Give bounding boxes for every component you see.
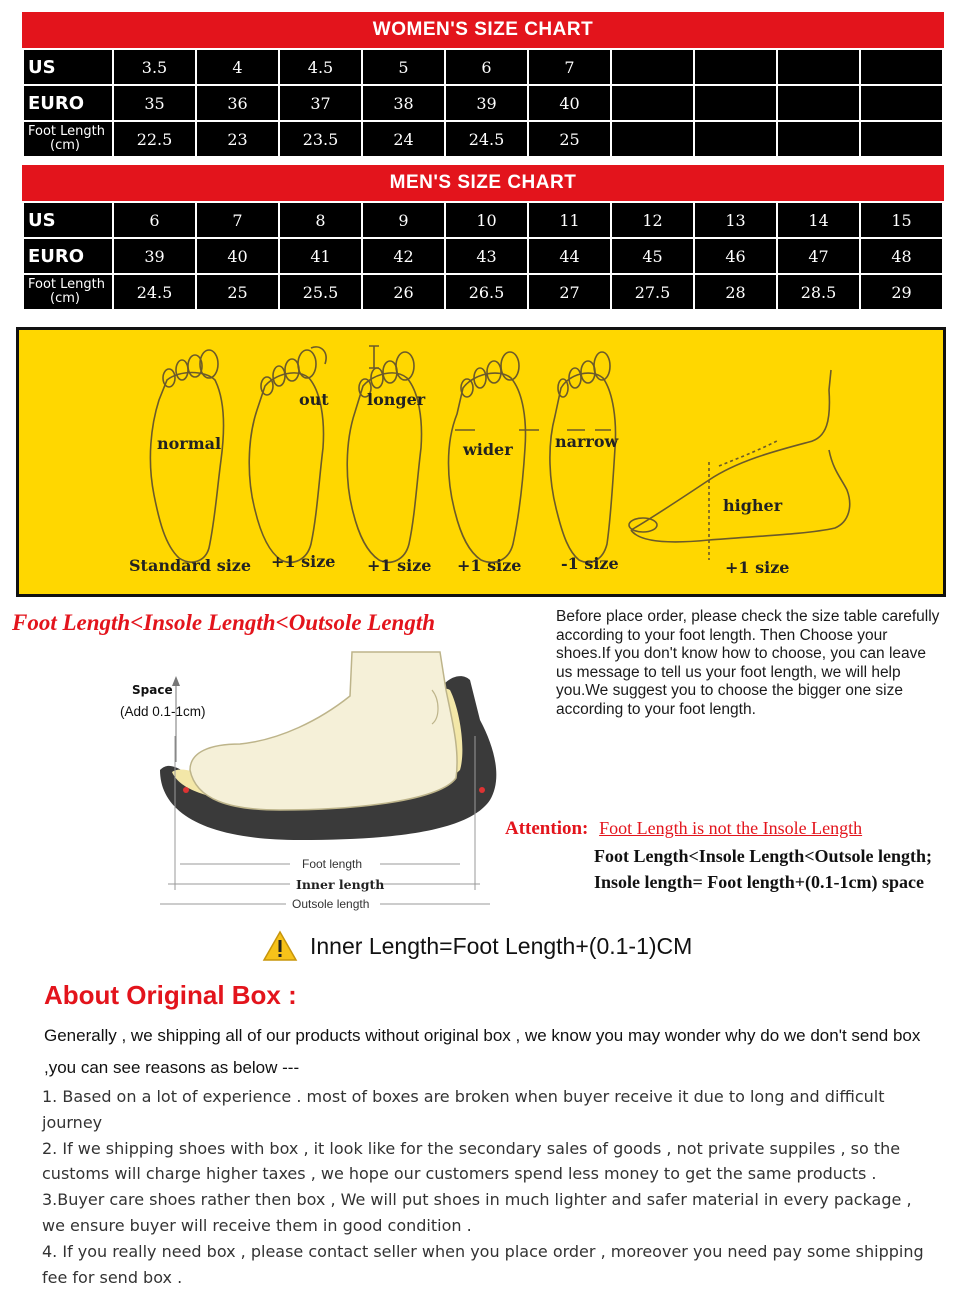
foot-label-narrow: narrow (555, 432, 619, 451)
foot-length-label: Foot Length (28, 124, 105, 139)
space-label: Space (132, 683, 173, 697)
table-cell: 7 (196, 202, 279, 238)
table-cell: 27.5 (611, 274, 694, 310)
table-cell: 6 (113, 202, 196, 238)
table-cell: 26.5 (445, 274, 528, 310)
original-box-intro: Generally , we shipping all of our products without original box , we know you may wonder why do we don't send box ,you can see reasons as below --- (44, 1026, 921, 1077)
table-cell: 29 (860, 274, 943, 310)
list-item: 2. If we shipping shoes with box , it look like for the secondary sales of goods , not private suppiles , so the customs will charge higher taxes , we hope our customers spend less money to get the same products . (42, 1138, 901, 1184)
table-cell: 38 (362, 85, 445, 121)
table-cell: 10 (445, 202, 528, 238)
foot-length-label: Foot Length (28, 277, 105, 292)
table-cell: 37 (279, 85, 362, 121)
table-cell: 48 (860, 238, 943, 274)
table-row (23, 121, 943, 157)
table-cell: 4.5 (279, 49, 362, 85)
table-cell: 15 (860, 202, 943, 238)
table-cell: 39 (445, 85, 528, 121)
table-cell (694, 49, 777, 85)
table-cell (777, 85, 860, 121)
size-advice-text: Before place order, please check the size table carefully according to your foot length. Then Choose your shoes.If you don't know how to choose, you can leave us message to tell us your foot length, we will help you.We suggest you to choose the bigger one size according to your foot length. (556, 608, 940, 718)
row-label-us: US (23, 49, 113, 85)
table-cell: 24 (362, 121, 445, 157)
table-cell: 9 (362, 202, 445, 238)
table-cell (860, 121, 943, 157)
row-label-euro: EURO (23, 85, 113, 121)
table-cell: 6 (445, 49, 528, 85)
list-item: 3.Buyer care shoes rather then box , We will put shoes in much lighter and safer material in every package , we ensure buyer will receive them in good condition . (42, 1190, 912, 1235)
table-cell (611, 121, 694, 157)
row-label-us: US (23, 202, 113, 238)
unit-label: (cm) (50, 138, 80, 153)
table-cell: 5 (362, 49, 445, 85)
row-label-euro: EURO (23, 238, 113, 274)
table-cell: 25 (196, 274, 279, 310)
table-cell: 35 (113, 85, 196, 121)
size-note-wider: +1 size (457, 556, 522, 575)
attention-heading: Attention: (505, 818, 589, 839)
table-cell: 12 (611, 202, 694, 238)
table-cell: 4 (196, 49, 279, 85)
table-cell: 43 (445, 238, 528, 274)
unit-label: (cm) (50, 291, 80, 306)
length-formula-2: Insole length= Foot length+(0.1-1cm) space (594, 872, 924, 892)
foot-outlines-illustration (19, 330, 943, 594)
table-cell: 13 (694, 202, 777, 238)
table-cell: 3.5 (113, 49, 196, 85)
table-cell: 36 (196, 85, 279, 121)
space-add-label: (Add 0.1-1cm) (120, 704, 206, 719)
table-cell: 45 (611, 238, 694, 274)
foot-label-longer: longer (367, 390, 426, 409)
row-label-foot-length (23, 274, 113, 310)
table-cell (777, 121, 860, 157)
table-row (23, 49, 943, 85)
men-chart-title: MEN'S SIZE CHART (22, 165, 944, 201)
row-label-foot-length (23, 121, 113, 157)
table-cell: 22.5 (113, 121, 196, 157)
table-cell: 24.5 (113, 274, 196, 310)
foot-shapes-panel (16, 327, 946, 597)
table-row (23, 202, 943, 238)
table-cell: 27 (528, 274, 611, 310)
women-chart-title: WOMEN'S SIZE CHART (22, 12, 944, 48)
warning-icon (262, 930, 298, 962)
table-cell: 41 (279, 238, 362, 274)
table-cell: 14 (777, 202, 860, 238)
table-row (23, 238, 943, 274)
foot-length-measure-label: Foot length (302, 857, 363, 871)
table-cell (860, 49, 943, 85)
table-cell: 11 (528, 202, 611, 238)
table-cell (860, 85, 943, 121)
table-cell (611, 49, 694, 85)
original-box-reasons (42, 1084, 932, 1290)
length-comparison-title: Foot Length<Insole Length<Outsole Length (12, 610, 436, 635)
table-cell: 40 (528, 85, 611, 121)
foot-label-normal: normal (157, 434, 222, 453)
table-cell: 28 (694, 274, 777, 310)
table-cell: 25.5 (279, 274, 362, 310)
table-cell (777, 49, 860, 85)
attention-warning: Foot Length is not the Insole Length (599, 818, 863, 838)
table-cell: 25 (528, 121, 611, 157)
size-note-standard: Standard size (129, 556, 252, 575)
table-cell: 44 (528, 238, 611, 274)
list-item: 1. Based on a lot of experience . most of boxes are broken when buyer receive it due to long and difficult journey (42, 1087, 885, 1132)
original-box-title: About Original Box : (44, 980, 297, 1010)
length-formula-1: Foot Length<Insole Length<Outsole length; (594, 846, 933, 866)
inner-length-formula (262, 930, 692, 962)
table-cell (611, 85, 694, 121)
inner-length-measure-label: Inner length (296, 877, 385, 892)
table-cell: 28.5 (777, 274, 860, 310)
men-size-table (22, 201, 944, 311)
table-cell: 47 (777, 238, 860, 274)
size-note-out: +1 size (271, 552, 336, 571)
table-cell: 26 (362, 274, 445, 310)
table-cell: 8 (279, 202, 362, 238)
foot-label-higher: higher (723, 496, 783, 515)
table-cell: 46 (694, 238, 777, 274)
foot-label-out: out (299, 390, 329, 409)
list-item: 4. If you really need box , please contact seller when you place order , moreover you need pay some shipping fee for send box . (42, 1241, 924, 1287)
inner-length-text: Inner Length=Foot Length+(0.1-1)CM (310, 932, 693, 959)
table-cell: 23 (196, 121, 279, 157)
table-row (23, 274, 943, 310)
women-size-chart (22, 12, 944, 158)
men-size-chart (22, 165, 944, 311)
table-cell: 42 (362, 238, 445, 274)
size-note-higher: +1 size (725, 558, 790, 577)
foot-label-wider: wider (463, 440, 513, 459)
women-size-table (22, 48, 944, 158)
size-note-longer: +1 size (367, 556, 432, 575)
table-cell (694, 85, 777, 121)
table-cell: 7 (528, 49, 611, 85)
size-note-narrow: -1 size (561, 554, 619, 573)
outsole-length-measure-label: Outsole length (292, 897, 370, 911)
table-row (23, 85, 943, 121)
table-cell (694, 121, 777, 157)
table-cell: 40 (196, 238, 279, 274)
table-cell: 23.5 (279, 121, 362, 157)
table-cell: 24.5 (445, 121, 528, 157)
attention-note (505, 818, 862, 840)
table-cell: 39 (113, 238, 196, 274)
